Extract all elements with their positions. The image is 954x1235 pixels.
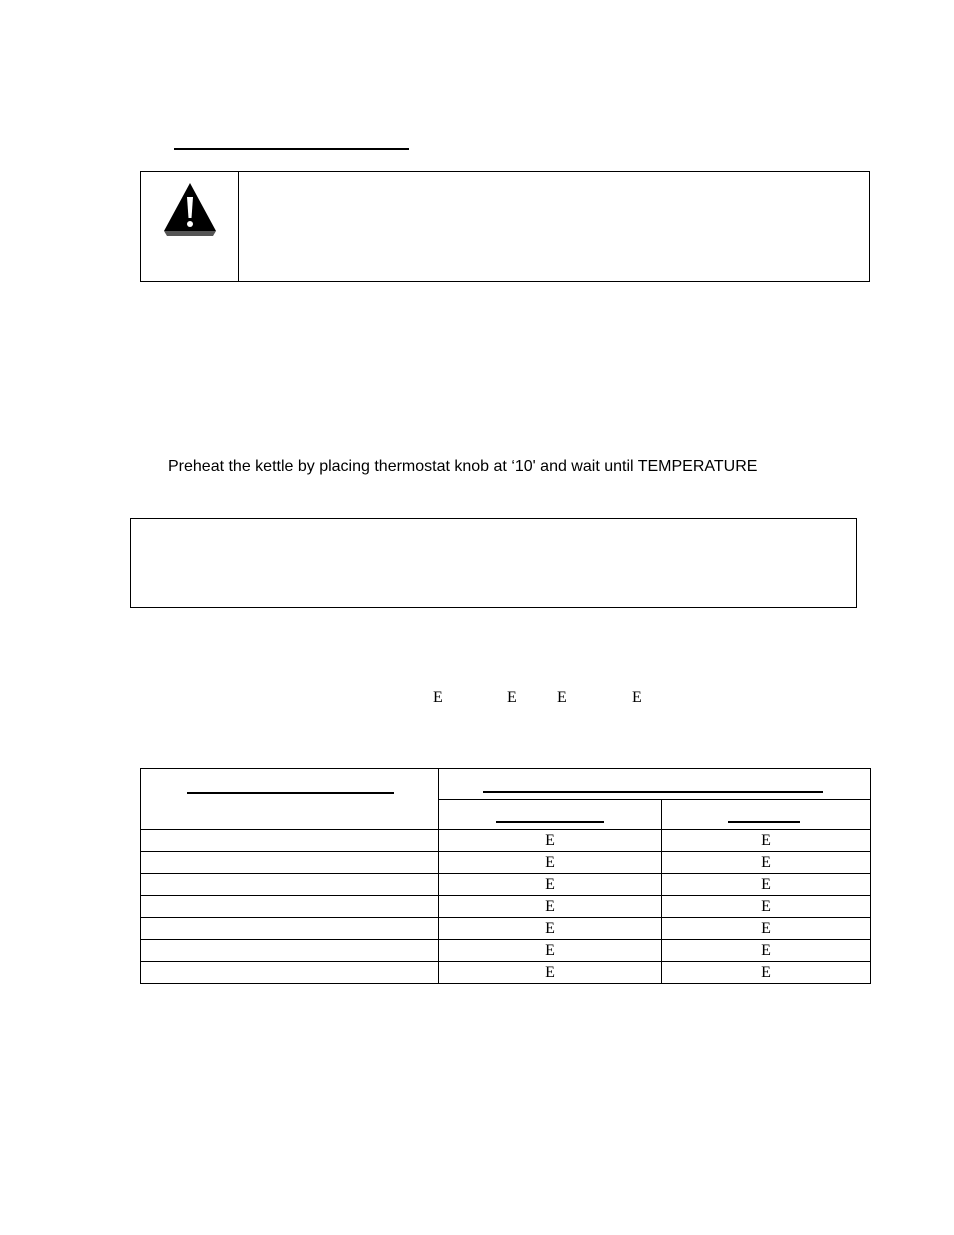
table-row [141,940,871,962]
table-cell: E [439,940,662,962]
warning-triangle-icon [161,181,219,237]
table-cell: E [439,830,662,852]
spec-table [140,768,871,984]
inline-letter: E [632,689,642,706]
header-underline [483,791,823,793]
table-cell: E [439,896,662,918]
header-underline [187,792,394,794]
table-cell-label [141,852,439,874]
table-cell: E [662,852,871,874]
table-cell: E [662,830,871,852]
note-box [130,518,857,608]
table-header-group [439,769,871,800]
table-cell-label [141,962,439,984]
table-row [141,852,871,874]
warning-text-cell [239,172,869,281]
table-header-left [141,769,439,830]
warning-box [140,171,870,282]
subheader-underline [728,821,800,823]
table-subheader-2 [662,800,871,830]
table-cell-label [141,830,439,852]
subheader-underline [496,821,604,823]
warning-icon-cell [141,172,239,281]
table-cell: E [439,874,662,896]
table-row [141,896,871,918]
section-heading-underline [174,148,409,150]
table-cell: E [439,852,662,874]
table-cell: E [439,918,662,940]
table-cell-label [141,940,439,962]
inline-letter: E [507,689,517,706]
table-row [141,962,871,984]
table-cell-label [141,896,439,918]
preheat-instruction: Preheat the kettle by placing thermostat knob at ‘10' and wait until TEMPERATURE [168,458,758,475]
table-cell: E [662,940,871,962]
table-cell: E [662,896,871,918]
table-cell-label [141,918,439,940]
table-cell-label [141,874,439,896]
table-cell: E [662,962,871,984]
table-row [141,830,871,852]
table-subheader-1 [439,800,662,830]
table-cell: E [439,962,662,984]
inline-letter: E [557,689,567,706]
table-cell: E [662,918,871,940]
table-row [141,918,871,940]
table-cell: E [662,874,871,896]
inline-letter: E [433,689,443,706]
table-row [141,874,871,896]
